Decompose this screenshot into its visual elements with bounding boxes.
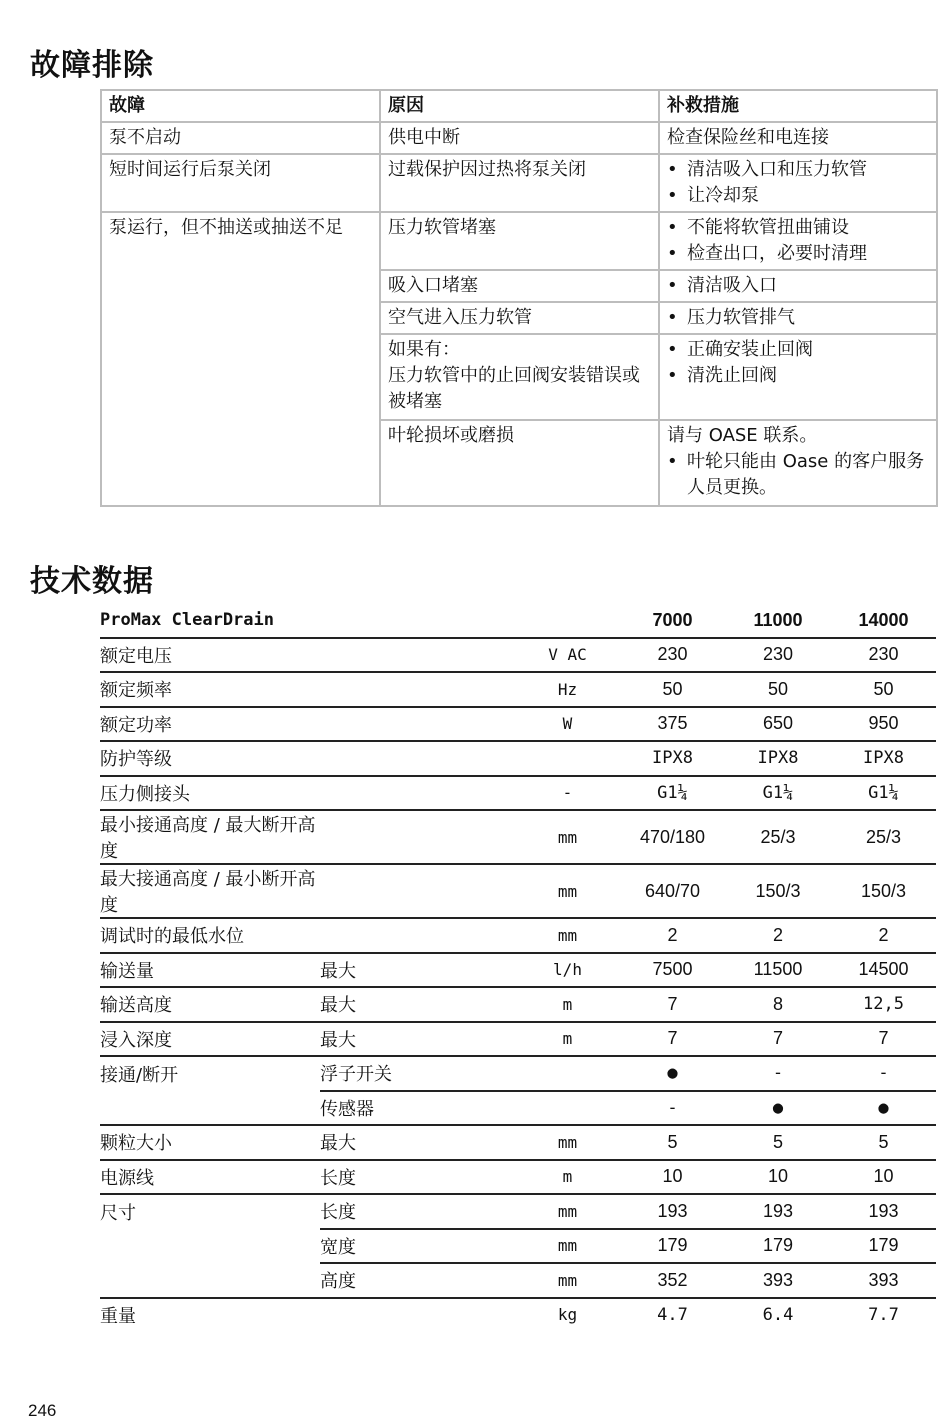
value-cell: - (620, 1091, 725, 1126)
remedy-cell: 检查保险丝和电连接 (659, 122, 937, 154)
unit-cell: mm (515, 864, 620, 918)
model-header: 11000 (725, 604, 831, 638)
remedy-item: • 检查出口，必要时清理 (667, 241, 930, 267)
unit-cell: W (515, 707, 620, 742)
remedy-item: • 正确安装止回阀 (667, 337, 930, 363)
param-qualifier: 最大 (320, 1125, 515, 1160)
param-name: 防护等级 (100, 741, 320, 776)
table-row (100, 638, 936, 673)
param-name: 压力侧接头 (100, 776, 320, 811)
table-row (100, 1298, 936, 1332)
unit-cell: mm (515, 1194, 620, 1229)
value-cell: 150/3 (831, 864, 936, 918)
remedy-item: • 让冷却泵 (667, 183, 930, 209)
param-qualifier (320, 741, 515, 776)
param-name: 最小接通高度 / 最大断开高度 (100, 810, 320, 864)
table-header-row (101, 90, 937, 122)
value-cell: 179 (831, 1229, 936, 1264)
page-number: 246 (28, 1401, 57, 1420)
remedy-text: 请与 OASE 联系。 (667, 425, 818, 446)
value-cell: 7.7 (868, 1304, 899, 1325)
model-header: 14000 (831, 604, 936, 638)
cause-cell: 叶轮损坏或磨损 (380, 420, 659, 506)
table-row (100, 864, 936, 918)
unit-cell: mm (515, 1125, 620, 1160)
unit-cell (515, 1056, 620, 1091)
value-cell: 230 (725, 638, 831, 673)
table-row (100, 918, 936, 953)
param-qualifier: 高度 (320, 1263, 515, 1298)
param-name: 额定电压 (100, 638, 320, 673)
unit-cell: mm (515, 810, 620, 864)
param-qualifier: 最大 (320, 953, 515, 988)
param-name: 最大接通高度 / 最小断开高度 (100, 864, 320, 918)
value-cell: 4.7 (657, 1304, 688, 1325)
value-cell: 7 (831, 1022, 936, 1057)
value-cell: G1¼ (620, 776, 725, 811)
remedy-cell (659, 154, 937, 212)
value-cell: 10 (620, 1160, 725, 1195)
param-name (100, 1229, 320, 1264)
remedy-cell (659, 270, 937, 302)
value-cell: ● (725, 1091, 831, 1126)
param-qualifier (320, 776, 515, 811)
table-row (100, 1263, 936, 1298)
param-name: 电源线 (100, 1160, 320, 1195)
remedy-cell (659, 302, 937, 334)
param-name: 额定功率 (100, 707, 320, 742)
param-qualifier: 最大 (320, 987, 515, 1022)
remedy-item: • 不能将软管扭曲铺设 (667, 215, 930, 241)
value-cell: 950 (831, 707, 936, 742)
table-row (100, 672, 936, 707)
value-cell: 470/180 (620, 810, 725, 864)
value-cell: - (831, 1056, 936, 1091)
remedy-item: • 清洁吸入口 (667, 273, 930, 299)
remedy-item: • 清洁吸入口和压力软管 (667, 157, 930, 183)
remedy-item: • 清洗止回阀 (667, 363, 930, 389)
value-cell: 640/70 (620, 864, 725, 918)
table-row (100, 1229, 936, 1264)
value-cell: 8 (725, 987, 831, 1022)
unit-cell (515, 1091, 620, 1126)
value-cell: 230 (620, 638, 725, 673)
table-row (101, 212, 937, 270)
value-cell: 375 (620, 707, 725, 742)
unit-cell: kg (557, 1305, 578, 1325)
table-row (100, 1160, 936, 1195)
value-cell: 25/3 (831, 810, 936, 864)
value-cell: ● (620, 1056, 725, 1091)
cause-cell: 过载保护因过热将泵关闭 (380, 154, 659, 212)
value-cell: 5 (725, 1125, 831, 1160)
unit-cell: Hz (515, 672, 620, 707)
cause-cell: 吸入口堵塞 (380, 270, 659, 302)
value-cell: IPX8 (620, 741, 725, 776)
table-row (100, 1194, 936, 1229)
table-row (100, 953, 936, 988)
value-cell: 50 (620, 672, 725, 707)
param-qualifier: 宽度 (320, 1229, 515, 1264)
value-cell: 230 (831, 638, 936, 673)
fault-cell: 短时间运行后泵关闭 (101, 154, 380, 212)
param-name: 输送量 (100, 953, 320, 988)
table-row (101, 122, 937, 154)
fault-cell: 泵运行，但不抽送或抽送不足 (101, 212, 380, 506)
param-qualifier: 传感器 (320, 1091, 515, 1126)
header-fault: 故障 (101, 90, 380, 122)
value-cell: 7 (620, 1022, 725, 1057)
value-cell: ● (831, 1091, 936, 1126)
value-cell: 393 (725, 1263, 831, 1298)
table-header-row (100, 604, 936, 638)
param-name (100, 1263, 320, 1298)
unit-cell: m (515, 1160, 620, 1195)
value-cell: 11500 (725, 953, 831, 988)
value-cell: 10 (831, 1160, 936, 1195)
value-cell: 650 (725, 707, 831, 742)
param-qualifier: 长度 (320, 1160, 515, 1195)
cause-line: 压力软管中的止回阀安装错误或被堵塞 (388, 365, 640, 412)
param-name: 额定频率 (100, 672, 320, 707)
value-cell: 10 (725, 1160, 831, 1195)
param-qualifier (320, 918, 515, 953)
remedy-item: • 叶轮只能由 Oase 的客户服务人员更换。 (667, 449, 930, 501)
value-cell: 25/3 (725, 810, 831, 864)
unit-cell: mm (515, 918, 620, 953)
value-cell: 193 (725, 1194, 831, 1229)
value-cell: IPX8 (725, 741, 831, 776)
value-cell: 5 (831, 1125, 936, 1160)
value-cell: G1¼ (725, 776, 831, 811)
param-name: 浸入深度 (100, 1022, 320, 1057)
value-cell: 50 (725, 672, 831, 707)
table-row (100, 1022, 936, 1057)
param-qualifier: 浮子开关 (320, 1056, 515, 1091)
technical-data-table (100, 604, 936, 1331)
cause-cell: 压力软管堵塞 (380, 212, 659, 270)
table-row (100, 987, 936, 1022)
model-header: 7000 (620, 604, 725, 638)
unit-cell (515, 741, 620, 776)
table-row (100, 810, 936, 864)
value-cell: 352 (620, 1263, 725, 1298)
unit-cell: m (515, 987, 620, 1022)
header-cause: 原因 (380, 90, 659, 122)
table-row (100, 1125, 936, 1160)
value-cell: 179 (620, 1229, 725, 1264)
param-qualifier (320, 672, 515, 707)
cause-cell: 供电中断 (380, 122, 659, 154)
table-row (100, 776, 936, 811)
param-name: 调试时的最低水位 (100, 918, 320, 953)
table-row (100, 1056, 936, 1091)
unit-cell: V AC (515, 638, 620, 673)
value-cell: 7 (725, 1022, 831, 1057)
fault-cell: 泵不启动 (101, 122, 380, 154)
remedy-cell (659, 334, 937, 420)
param-qualifier (320, 810, 515, 864)
table-row (101, 154, 937, 212)
param-qualifier (320, 864, 515, 918)
param-name: 重量 (100, 1305, 136, 1327)
param-qualifier: 最大 (320, 1022, 515, 1057)
value-cell: 6.4 (762, 1304, 794, 1325)
unit-cell: - (515, 776, 620, 811)
param-name: 输送高度 (100, 987, 320, 1022)
cause-line: 如果有： (388, 339, 460, 360)
remedy-cell (659, 212, 937, 270)
table-row (100, 707, 936, 742)
value-cell: IPX8 (831, 741, 936, 776)
cause-cell (380, 334, 659, 420)
value-cell: G1¼ (831, 776, 936, 811)
value-cell: 2 (620, 918, 725, 953)
cause-cell: 空气进入压力软管 (380, 302, 659, 334)
param-name: 接通/断开 (100, 1064, 179, 1086)
value-cell: 2 (725, 918, 831, 953)
value-cell: 179 (725, 1229, 831, 1264)
value-cell: 393 (831, 1263, 936, 1298)
param-qualifier (320, 638, 515, 673)
remedy-cell (659, 420, 937, 506)
param-name: 尺寸 (100, 1202, 136, 1224)
param-name: 颗粒大小 (100, 1125, 320, 1160)
table-row (100, 741, 936, 776)
unit-cell: mm (515, 1229, 620, 1264)
value-cell: 12,5 (831, 987, 936, 1022)
unit-cell: m (515, 1022, 620, 1057)
value-cell: 150/3 (725, 864, 831, 918)
table-row (100, 1091, 936, 1126)
value-cell: 5 (620, 1125, 725, 1160)
value-cell: 2 (831, 918, 936, 953)
value-cell: - (725, 1056, 831, 1091)
param-qualifier: 长度 (320, 1194, 515, 1229)
param-qualifier (320, 707, 515, 742)
value-cell: 14500 (831, 953, 936, 988)
unit-cell: mm (515, 1263, 620, 1298)
param-name (100, 1091, 320, 1126)
product-name: ProMax ClearDrain (100, 604, 620, 638)
value-cell: 50 (831, 672, 936, 707)
remedy-item: • 压力软管排气 (667, 305, 930, 331)
troubleshooting-table (100, 89, 938, 507)
unit-cell: l/h (515, 953, 620, 988)
header-remedy: 补救措施 (659, 90, 937, 122)
value-cell: 193 (831, 1194, 936, 1229)
value-cell: 7500 (620, 953, 725, 988)
troubleshooting-title: 故障排除 (30, 48, 154, 83)
param-qualifier (320, 1298, 515, 1332)
value-cell: 193 (620, 1194, 725, 1229)
value-cell: 7 (620, 987, 725, 1022)
technical-data-title: 技术数据 (30, 564, 154, 599)
